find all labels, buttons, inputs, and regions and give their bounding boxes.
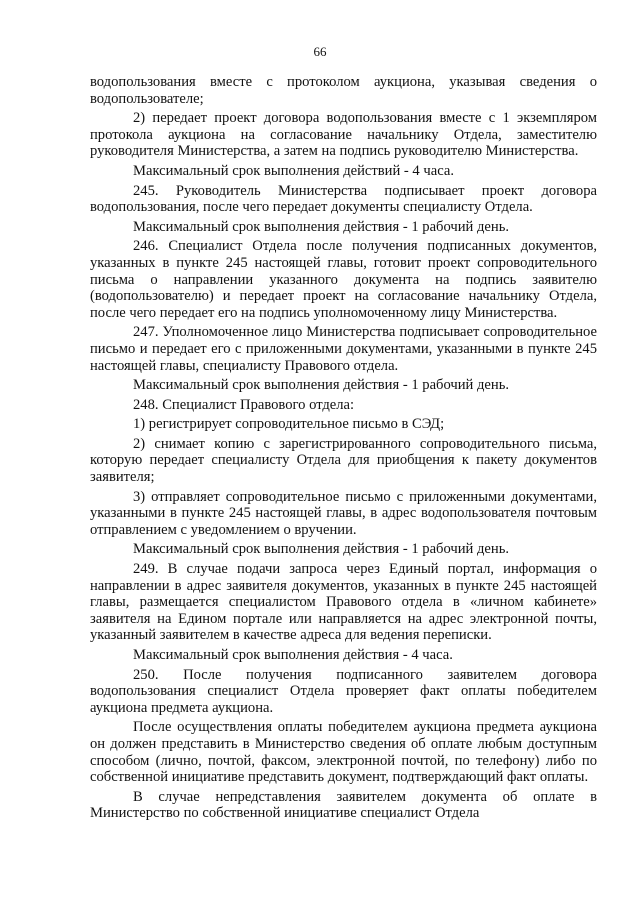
page-number: 66 <box>313 44 327 59</box>
document-body <box>90 74 597 822</box>
paragraph-13: Максимальный срок выполнения действия - 1 рабочий день. <box>133 541 510 558</box>
paragraph-246: 246. Специалист Отдела после получения подписанных документов, указанных в пункте 245 настоящей главы, готовит проект сопроводительного письма о направлении указанного документа на подпись заявителю (водопользователю) и передает проект на согласование начальнику Отдела, после чего передает его на подпись уполномоченному лицу Министерства. <box>90 238 597 321</box>
paragraph-250: 250. После получения подписанного заявителем договора водопользования специалист Отдела проверяет факт оплаты победителем аукциона предмета аукциона. <box>90 666 597 716</box>
paragraph-17: После осуществления оплаты победителем аукциона предмета аукциона он должен представить в Министерство сведения об оплате любым доступным способом (лично, почтой, факсом, электронной почтой, по телефону) либо по собственной инициативе представить документ, подтверждающий факт оплаты. <box>90 719 597 786</box>
paragraph-249: 249. В случае подачи запроса через Единый портал, информация о направлении в адрес заявителя документов, указанных в пункте 245 настоящей главы, размещается специалистом Правового отдела в «личном кабинете» заявителя на Едином портале или направляется на адрес электронной почты, указанный заявителем в качестве адреса для ведения переписки. <box>90 561 597 644</box>
paragraph-2: 2) передает проект договора водопользования вместе с 1 экземпляром протокола аукциона на согласование начальнику Отдела, заместителю руководителя Министерства, а затем на подпись руководителю Министерства. <box>90 110 597 160</box>
paragraph-18: В случае непредставления заявителем документа об оплате в Министерство по собственной инициативе специалист Отдела <box>90 788 597 822</box>
paragraph-15: Максимальный срок выполнения действия - 4 часа. <box>133 647 453 663</box>
paragraph-12: 3) отправляет сопроводительное письмо с приложенными документами, указанными в пункте 245 настоящей главы, в адрес водопользователя почтовым отправлением с уведомлением о вручении. <box>90 488 597 538</box>
paragraph-8: Максимальный срок выполнения действия - 1 рабочий день. <box>133 377 510 394</box>
paragraph-3: Максимальный срок выполнения действий - 4 часа. <box>133 162 454 179</box>
paragraph-247: 247. Уполномоченное лицо Министерства подписывает сопроводительное письмо и передает его с приложенными документами, указанными в пункте 245 настоящей главы, специалисту Правового отдела. <box>90 324 597 374</box>
paragraph-11: 2) снимает копию с зарегистрированного сопроводительного письма, которую передает специалисту Отдела для приобщения к пакету документов заявителя; <box>90 435 597 486</box>
paragraph-1: водопользования вместе с протоколом аукциона, указывая сведения о водопользователе; <box>90 74 597 107</box>
paragraph-248: 248. Специалист Правового отдела: <box>133 396 355 413</box>
paragraph-5: Максимальный срок выполнения действия - 1 рабочий день. <box>133 218 510 235</box>
paragraph-245: 245. Руководитель Министерства подписывает проект договора водопользования, после чего передает документы специалисту Отдела. <box>90 182 597 216</box>
paragraph-10: 1) регистрирует сопроводительное письмо в СЭД; <box>133 416 445 433</box>
